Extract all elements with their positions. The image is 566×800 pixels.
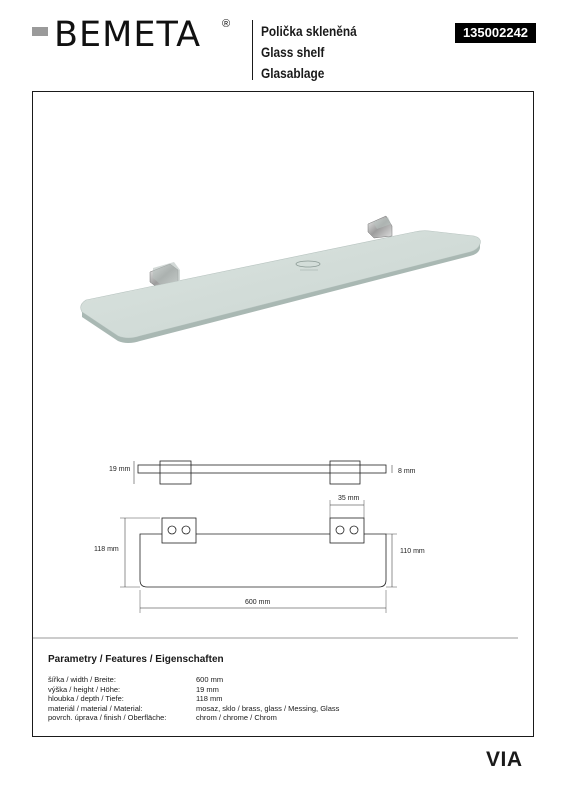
title-cz: Polička skleněná (261, 24, 357, 39)
dim-glass-depth: 110 mm (400, 548, 425, 555)
registered-mark: ® (222, 18, 231, 30)
dim-bracket-width: 35 mm (338, 495, 360, 502)
shelf-render (81, 216, 481, 343)
feature-value: 600 mm (196, 675, 224, 684)
feature-label: hloubka / depth / Tiefe: (48, 694, 124, 704)
side-view (134, 461, 392, 484)
feature-value: chrom / chrome / Chrom (196, 713, 277, 723)
series-name: VIA (486, 748, 523, 771)
product-code-badge: 135002242 (455, 23, 536, 43)
feature-label: šířka / width / Breite: (48, 675, 116, 684)
brand-logo: BEMETA (54, 15, 202, 55)
dim-glass-thickness: 8 mm (398, 468, 416, 475)
dim-depth: 118 mm (94, 546, 119, 553)
dim-width: 600 mm (245, 599, 271, 606)
dim-total-height: 19 mm (109, 466, 131, 473)
feature-value: 118 mm (196, 694, 223, 704)
feature-label: výška / height / Höhe: (48, 684, 121, 694)
title-en: Glass shelf (261, 45, 325, 60)
feature-value: 19 mm (196, 684, 219, 694)
features-title: Parametry / Features / Eigenschaften (48, 654, 224, 665)
feature-value: mosaz, sklo / brass, glass / Messing, Glass (196, 703, 340, 713)
feature-label: povrch. úprava / finish / Oberfläche: (48, 713, 167, 723)
feature-label: materiál / material / Material: (48, 703, 143, 713)
title-de: Glasablage (261, 66, 325, 81)
top-view (120, 500, 397, 613)
